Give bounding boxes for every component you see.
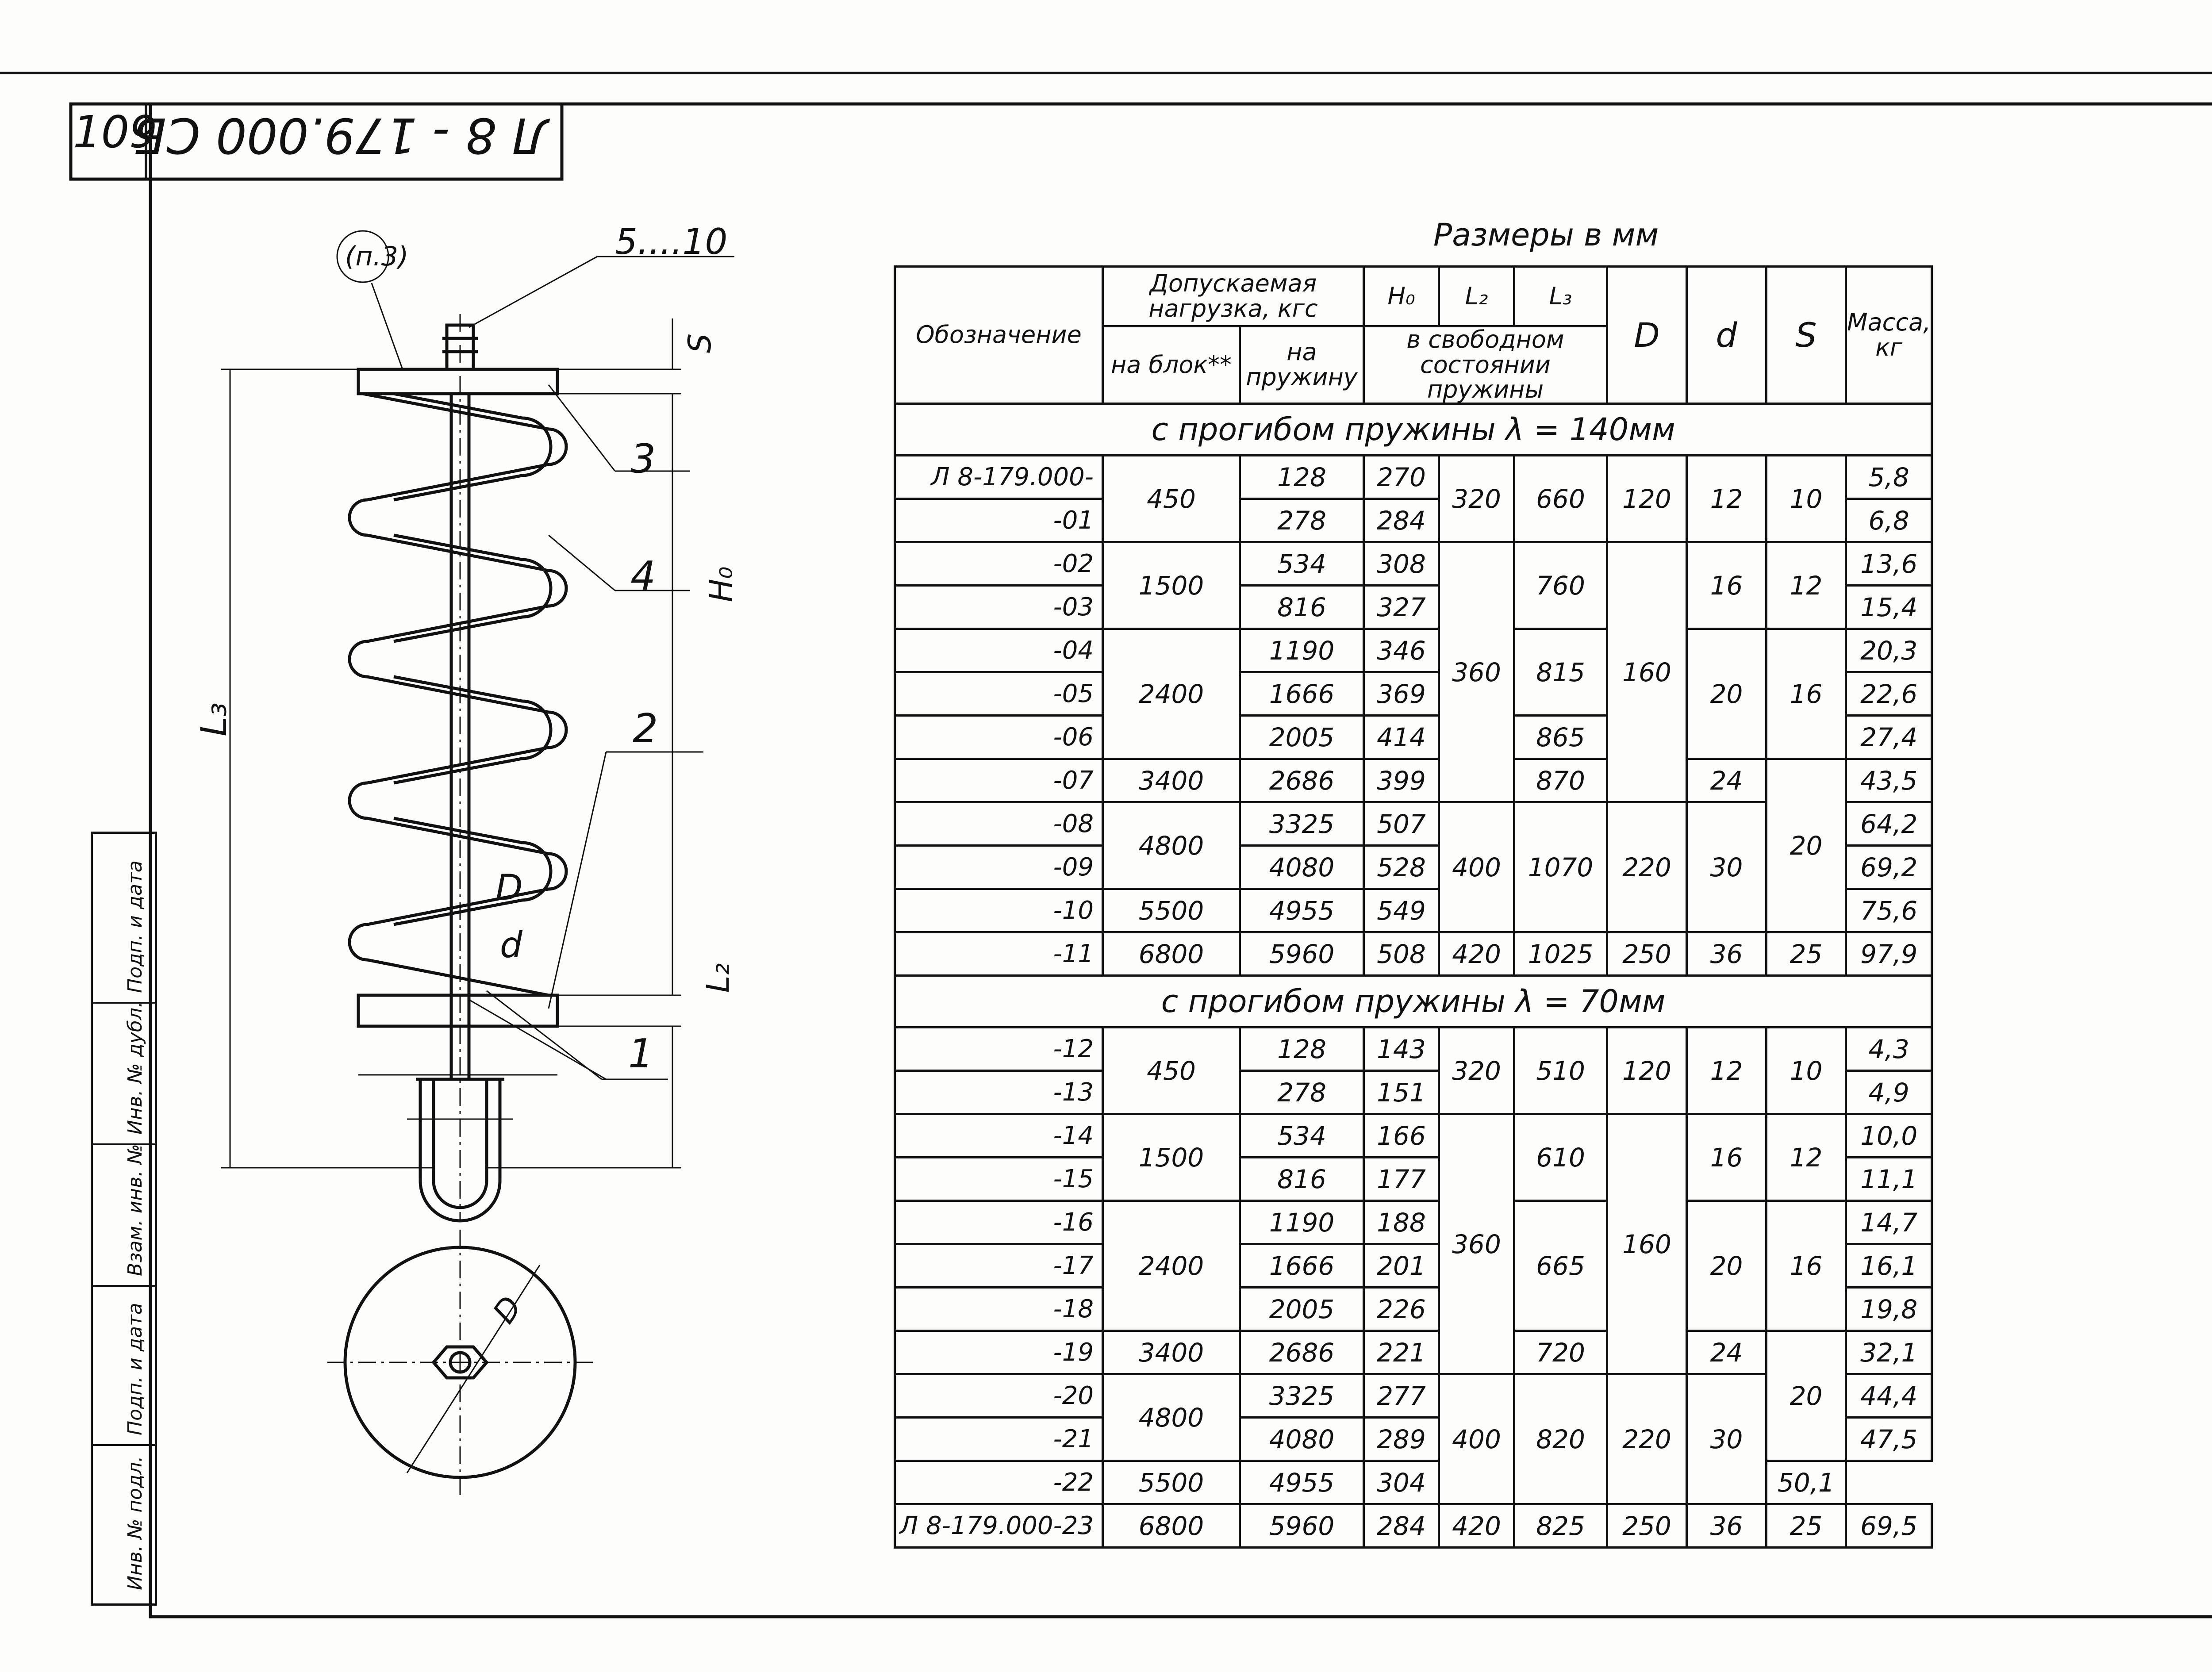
s1-mass-6: 27,4 [1846,716,1932,759]
hdr-h0: H₀ [1364,267,1439,326]
s1-des-5: -05 [895,672,1103,716]
s2-block-3: 3400 [1103,1331,1240,1374]
s1-d-4: 30 [1687,802,1767,932]
s1-des-3: -03 [895,586,1103,629]
s1-des-4: -04 [895,629,1103,672]
side-stamp [91,832,157,1606]
s1-des-10: -10 [895,889,1103,932]
s2-l3-0: 510 [1514,1028,1607,1114]
stamp-cell-2: Инв. № дубл. [124,1001,146,1135]
s2-S-0: 10 [1767,1028,1846,1114]
s2-h0-5: 201 [1364,1244,1439,1288]
s2-h0-9: 289 [1364,1418,1439,1461]
s1-mass-0: 5,8 [1846,456,1932,499]
s2-h0-0: 143 [1364,1028,1439,1071]
s2-block-0: 450 [1103,1028,1240,1114]
s2-l3-1: 610 [1514,1114,1607,1201]
s2-mass-3: 11,1 [1846,1158,1932,1201]
hdr-l3: L₃ [1514,267,1607,326]
s2-mass-9: 47,5 [1846,1418,1932,1461]
s2-block-4: 4800 [1103,1374,1240,1461]
s1-l2-0: 320 [1439,456,1514,542]
s1-l2-3: 420 [1439,932,1514,976]
s2-d-2: 20 [1687,1201,1767,1331]
s1-mass-3: 15,4 [1846,586,1932,629]
s1-block-5: 5500 [1103,889,1240,932]
s2-spring-5: 1666 [1240,1244,1364,1288]
s2-mass-7: 32,1 [1846,1331,1932,1374]
s2-l3-4: 820 [1514,1374,1607,1504]
s1-mass-5: 22,6 [1846,672,1932,716]
s1-mass-4: 20,3 [1846,629,1932,672]
s2-h0-8: 277 [1364,1374,1439,1418]
s1-block-3: 3400 [1103,759,1240,802]
callout-2: 2 [633,706,658,752]
s1-l3-3: 865 [1514,716,1607,759]
s1-mass-11: 97,9 [1846,932,1932,976]
s1-h0-6: 414 [1364,716,1439,759]
s1-h0-7: 399 [1364,759,1439,802]
s2-des-4: -16 [895,1201,1103,1244]
s1-h0-4: 346 [1364,629,1439,672]
s2-l2-1: 360 [1439,1114,1514,1374]
s2-l3-5: 825 [1514,1504,1607,1548]
s2-mass-8: 44,4 [1846,1374,1932,1418]
s2-d-3: 24 [1687,1331,1767,1374]
s2-mass-11: 69,5 [1846,1504,1932,1548]
s2-h0-7: 221 [1364,1331,1439,1374]
s1-S-1: 12 [1767,542,1846,629]
s2-des-8: -20 [895,1374,1103,1418]
s1-spring-9: 4080 [1240,846,1364,889]
s1-spring-5: 1666 [1240,672,1364,716]
s2-D-3: 250 [1607,1504,1687,1548]
s1-l3-5: 1070 [1514,802,1607,932]
s1-des-2: -02 [895,542,1103,586]
hdr-free-state: в свободном состоянии пружины [1364,326,1607,404]
hdr-d: d [1687,267,1767,404]
s1-des-0: Л 8-179.000- [895,456,1103,499]
page-number: 109 [73,106,157,158]
s2-des-3: -15 [895,1158,1103,1201]
s1-block-0: 450 [1103,456,1240,542]
s2-mass-4: 14,7 [1846,1201,1932,1244]
s1-mass-1: 6,8 [1846,499,1932,542]
s2-spring-3: 816 [1240,1158,1364,1201]
s2-spring-11: 5960 [1240,1504,1364,1548]
s1-S-4: 25 [1767,932,1846,976]
s2-h0-11: 284 [1364,1504,1439,1548]
s1-spring-11: 5960 [1240,932,1364,976]
s2-des-6: -18 [895,1288,1103,1331]
s1-des-9: -09 [895,846,1103,889]
s1-spring-0: 128 [1240,456,1364,499]
s1-h0-3: 327 [1364,586,1439,629]
s1-h0-8: 507 [1364,802,1439,846]
s1-D-0: 120 [1607,456,1687,542]
s1-l2-1: 360 [1439,542,1514,802]
s1-des-11: -11 [895,932,1103,976]
s1-d-0: 12 [1687,456,1767,542]
s1-S-3: 20 [1767,759,1846,932]
spring-block-drawing [159,195,823,1522]
s1-S-2: 16 [1767,629,1846,759]
hdr-per-block: на блок** [1103,326,1240,404]
s2-des-11: Л 8-179.000-23 [895,1504,1103,1548]
s1-l3-1: 760 [1514,542,1607,629]
s2-h0-2: 166 [1364,1114,1439,1158]
s1-block-6: 6800 [1103,932,1240,976]
s1-spring-7: 2686 [1240,759,1364,802]
dim-l3-label: L₃ [193,702,234,736]
s2-l3-3: 720 [1514,1331,1607,1374]
s2-h0-6: 226 [1364,1288,1439,1331]
s2-mass-10: 50,1 [1767,1461,1846,1504]
s1-l3-0: 660 [1514,456,1607,542]
s1-h0-11: 508 [1364,932,1439,976]
s1-h0-10: 549 [1364,889,1439,932]
s1-des-7: -07 [895,759,1103,802]
s1-spring-6: 2005 [1240,716,1364,759]
s2-block-5: 5500 [1103,1461,1240,1504]
s2-l2-2: 400 [1439,1374,1514,1504]
s2-d-5: 36 [1687,1504,1767,1548]
s2-S-3: 20 [1767,1331,1846,1461]
s2-D-0: 120 [1607,1028,1687,1114]
s2-des-0: -12 [895,1028,1103,1071]
s2-spring-0: 128 [1240,1028,1364,1071]
s2-des-1: -13 [895,1071,1103,1114]
s2-block-2: 2400 [1103,1201,1240,1331]
s2-l3-2: 665 [1514,1201,1607,1331]
hdr-per-spring: на пружину [1240,326,1364,404]
s2-h0-4: 188 [1364,1201,1439,1244]
s2-spring-7: 2686 [1240,1331,1364,1374]
s1-mass-8: 64,2 [1846,802,1932,846]
s1-mass-9: 69,2 [1846,846,1932,889]
s1-h0-5: 369 [1364,672,1439,716]
s1-l3-4: 870 [1514,759,1607,802]
s1-h0-1: 284 [1364,499,1439,542]
s1-spring-8: 3325 [1240,802,1364,846]
callout-p3: (п.3) [345,241,409,272]
s2-D-1: 160 [1607,1114,1687,1374]
s1-d-5: 36 [1687,932,1767,976]
s2-spring-1: 278 [1240,1071,1364,1114]
s2-spring-10: 4955 [1240,1461,1364,1504]
s2-mass-0: 4,3 [1846,1028,1932,1071]
s1-spring-4: 1190 [1240,629,1364,672]
stamp-cell-5: Инв. № подл. [124,1456,146,1590]
dim-D-top-label: D [485,1289,529,1330]
s2-spring-2: 534 [1240,1114,1364,1158]
s2-mass-5: 16,1 [1846,1244,1932,1288]
s2-block-6: 6800 [1103,1504,1240,1548]
s1-spring-10: 4955 [1240,889,1364,932]
s2-des-7: -19 [895,1331,1103,1374]
hdr-designation: Обозначение [895,267,1103,404]
s1-D-1: 160 [1607,542,1687,802]
s2-mass-2: 10,0 [1846,1114,1932,1158]
s1-mass-2: 13,6 [1846,542,1932,586]
s1-spring-1: 278 [1240,499,1364,542]
s2-block-1: 1500 [1103,1114,1240,1201]
s2-h0-3: 177 [1364,1158,1439,1201]
s2-h0-1: 151 [1364,1071,1439,1114]
s2-l2-3: 420 [1439,1504,1514,1548]
s1-h0-2: 308 [1364,542,1439,586]
s2-d-1: 16 [1687,1114,1767,1201]
dim-h0-label: H₀ [703,566,740,602]
s2-des-9: -21 [895,1418,1103,1461]
s2-des-2: -14 [895,1114,1103,1158]
s1-l3-2: 815 [1514,629,1607,716]
dimensions-table [894,265,1933,1549]
s2-mass-6: 19,8 [1846,1288,1932,1331]
s1-D-3: 250 [1607,932,1687,976]
s2-des-5: -17 [895,1244,1103,1288]
s1-d-2: 20 [1687,629,1767,759]
stamp-cell-3: Взам. инв. № [124,1144,146,1276]
s1-h0-0: 270 [1364,456,1439,499]
s2-spring-8: 3325 [1240,1374,1364,1418]
s1-mass-10: 75,6 [1846,889,1932,932]
dim-s-label: S [682,333,718,353]
callout-4: 4 [630,553,656,599]
s2-S-2: 16 [1767,1201,1846,1331]
s1-spring-2: 534 [1240,542,1364,586]
hdr-load: Допускаемая нагрузка, кгс [1103,267,1364,326]
s1-l3-6: 1025 [1514,932,1607,976]
s1-d-3: 24 [1687,759,1767,802]
s1-D-2: 220 [1607,802,1687,932]
callout-3: 3 [630,436,656,482]
hdr-l2: L₂ [1439,267,1514,326]
s1-d-1: 16 [1687,542,1767,629]
s1-l2-2: 400 [1439,802,1514,932]
s2-mass-1: 4,9 [1846,1071,1932,1114]
s1-h0-9: 528 [1364,846,1439,889]
s1-block-4: 4800 [1103,802,1240,889]
s2-S-4: 25 [1767,1504,1846,1548]
s1-mass-7: 43,5 [1846,759,1932,802]
s1-des-8: -08 [895,802,1103,846]
s2-h0-10: 304 [1364,1461,1439,1504]
hdr-D: D [1607,267,1687,404]
callout-5-10: 5....10 [615,221,728,262]
callout-1: 1 [628,1031,654,1077]
s1-S-0: 10 [1767,456,1846,542]
s2-d-0: 12 [1687,1028,1767,1114]
s2-spring-6: 2005 [1240,1288,1364,1331]
hdr-mass: Масса, кг [1846,267,1932,404]
s1-des-1: -01 [895,499,1103,542]
s1-spring-3: 816 [1240,586,1364,629]
rotated-drawing-code: Л 8 - 179.000 СБ [133,107,549,164]
s2-d-4: 30 [1687,1374,1767,1504]
s2-spring-4: 1190 [1240,1201,1364,1244]
stamp-cell-4: Подп. и дата [124,1303,146,1435]
s2-spring-9: 4080 [1240,1418,1364,1461]
dim-l2-label: L₂ [700,963,737,993]
section1-header: с прогибом пружины λ = 140мм [895,404,1932,456]
s2-S-1: 12 [1767,1114,1846,1201]
hdr-S: S [1767,267,1846,404]
section2-header: с прогибом пружины λ = 70мм [895,976,1932,1028]
s1-block-1: 1500 [1103,542,1240,629]
s1-des-6: -06 [895,716,1103,759]
stamp-cell-1: Подп. и дата [124,860,146,993]
s2-l2-0: 320 [1439,1028,1514,1114]
table-caption: Размеры в мм [1433,217,1659,253]
s2-des-10: -22 [895,1461,1103,1504]
s2-D-2: 220 [1607,1374,1687,1504]
dim-D-label: D [495,867,523,908]
s1-block-2: 2400 [1103,629,1240,759]
dim-d-label: d [500,924,522,966]
